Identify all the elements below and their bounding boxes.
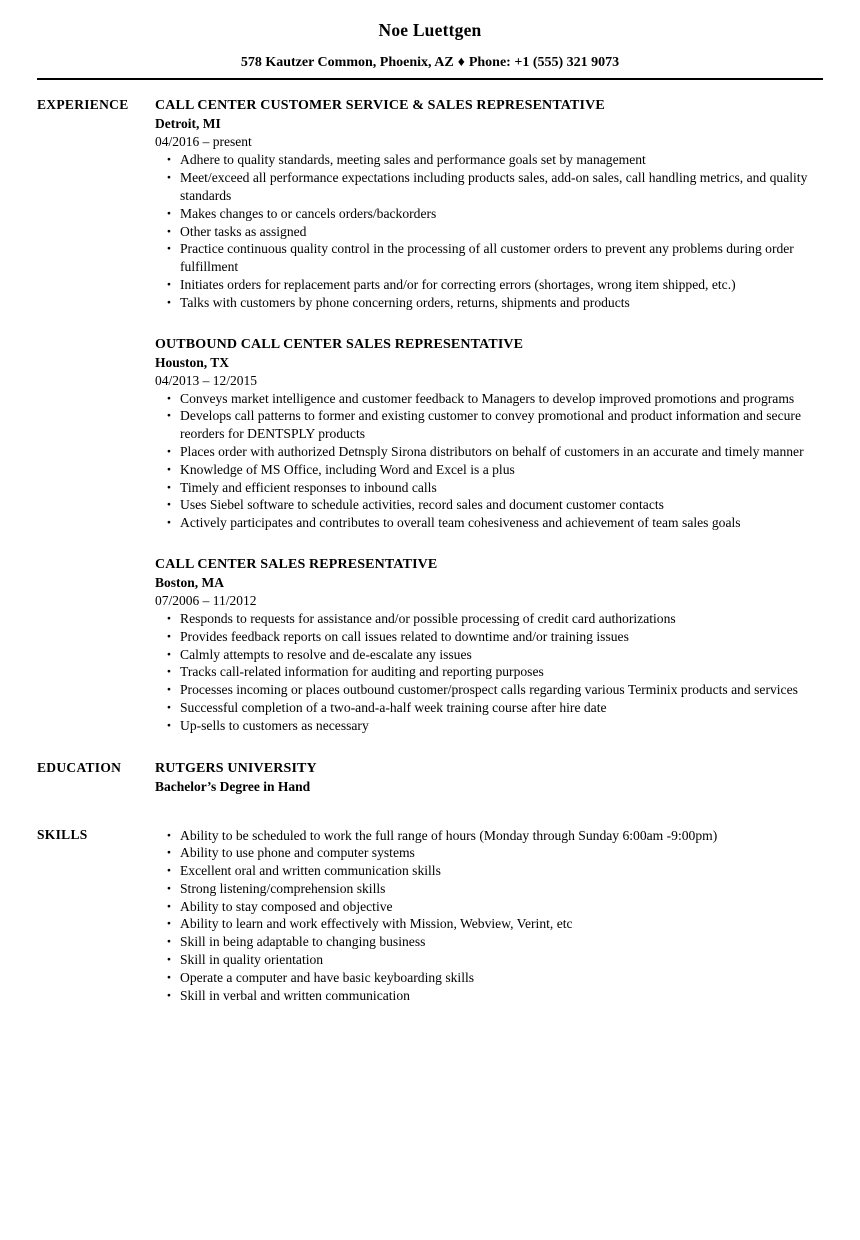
experience-job bbox=[155, 555, 808, 735]
list-item: ● Conveys market intelligence and customer feedback to Managers to develop improved promotions and programs bbox=[155, 390, 808, 408]
resume-header bbox=[0, 0, 860, 80]
contact-address: 578 Kautzer Common, Phoenix, AZ bbox=[240, 54, 454, 70]
experience-entries bbox=[155, 96, 808, 734]
list-item: ● Adhere to quality standards, meeting sales and performance goals set by management bbox=[155, 151, 808, 169]
list-item: ● Strong listening/comprehension skills bbox=[155, 880, 808, 898]
job-title: CALL CENTER SALES REPRESENTATIVE bbox=[155, 556, 438, 572]
job-responsibilities bbox=[155, 151, 808, 311]
education-school: RUTGERS UNIVERSITY bbox=[155, 760, 317, 776]
list-item: ● Ability to stay composed and objective bbox=[155, 898, 808, 916]
list-item: ● Other tasks as assigned bbox=[155, 223, 808, 241]
job-dates: 07/2006 – 11/2012 bbox=[155, 592, 257, 608]
contact-line bbox=[0, 54, 860, 72]
list-item: ● Ability to learn and work effectively with Mission, Webview, Verint, etc bbox=[155, 915, 808, 933]
list-item: ● Knowledge of MS Office, including Word and Excel is a plus bbox=[155, 461, 808, 479]
job-title: OUTBOUND CALL CENTER SALES REPRESENTATIVE bbox=[155, 336, 524, 352]
list-item: ● Skill in quality orientation bbox=[155, 951, 808, 969]
list-item: ● Actively participates and contributes to overall team cohesiveness and achievement of team sales goals bbox=[155, 514, 808, 532]
education-entries bbox=[155, 759, 808, 796]
job-responsibilities bbox=[155, 390, 808, 532]
list-item: ● Ability to be scheduled to work the full range of hours (Monday through Sunday 6:00am -9:00pm) bbox=[155, 827, 808, 845]
list-item: ● Processes incoming or places outbound customer/prospect calls regarding various Terminix products and services bbox=[155, 681, 808, 699]
list-item: ● Skill in being adaptable to changing business bbox=[155, 933, 808, 951]
list-item: ● Initiates orders for replacement parts and/or for correcting errors (shortages, wrong item shipped, etc.) bbox=[155, 276, 808, 294]
list-item: ● Responds to requests for assistance and/or possible processing of credit card authorizations bbox=[155, 610, 808, 628]
list-item: ● Meet/exceed all performance expectations including products sales, add-on sales, call handling metrics, and quality standards bbox=[155, 169, 808, 205]
list-item: ● Calmly attempts to resolve and de-escalate any issues bbox=[155, 646, 808, 664]
job-dates: 04/2016 – present bbox=[155, 134, 252, 150]
list-item: ● Places order with authorized Detnsply Sirona distributors on behalf of customers in an accurate and timely manner bbox=[155, 443, 808, 461]
contact-phone: Phone: +1 (555) 321 9073 bbox=[468, 54, 620, 70]
job-dates: 04/2013 – 12/2015 bbox=[155, 372, 258, 388]
list-item: ● Up-sells to customers as necessary bbox=[155, 717, 808, 735]
experience-job bbox=[155, 96, 808, 311]
list-item: ● Operate a computer and have basic keyboarding skills bbox=[155, 969, 808, 987]
job-responsibilities bbox=[155, 610, 808, 735]
list-item: ● Talks with customers by phone concerning orders, returns, shipments and products bbox=[155, 294, 808, 312]
skills-list bbox=[155, 827, 808, 1005]
list-item: ● Makes changes to or cancels orders/backorders bbox=[155, 205, 808, 223]
section-skills bbox=[37, 826, 808, 1005]
section-label-education: EDUCATION bbox=[37, 759, 122, 775]
job-title: CALL CENTER CUSTOMER SERVICE & SALES REPRESENTATIVE bbox=[155, 98, 605, 114]
list-item: ● Successful completion of a two-and-a-half week training course after hire date bbox=[155, 699, 808, 717]
education-degree: Bachelor’s Degree in Hand bbox=[155, 778, 311, 794]
list-item: ● Ability to use phone and computer systems bbox=[155, 844, 808, 862]
section-label-experience: EXPERIENCE bbox=[37, 97, 129, 113]
section-label-skills: SKILLS bbox=[37, 826, 88, 842]
list-item: ● Timely and efficient responses to inbound calls bbox=[155, 479, 808, 497]
diamond-separator-icon: ♦ bbox=[457, 54, 465, 70]
list-item: ● Excellent oral and written communication skills bbox=[155, 862, 808, 880]
list-item: ● Uses Siebel software to schedule activities, record sales and document customer contacts bbox=[155, 496, 808, 514]
list-item: ● Skill in verbal and written communication bbox=[155, 987, 808, 1005]
experience-job bbox=[155, 335, 808, 532]
job-location: Houston, TX bbox=[155, 354, 230, 370]
list-item: ● Develops call patterns to former and existing customer to convey promotional and product information and secure reorders for DENTSPLY products bbox=[155, 407, 808, 443]
list-item: ● Provides feedback reports on call issues related to downtime and/or training issues bbox=[155, 628, 808, 646]
job-location: Boston, MA bbox=[155, 574, 225, 590]
education-entry bbox=[155, 759, 808, 796]
section-education bbox=[37, 759, 808, 796]
candidate-name: Noe Luettgen bbox=[378, 20, 482, 40]
job-location: Detroit, MI bbox=[155, 116, 221, 132]
section-experience bbox=[37, 96, 808, 734]
skills-entries bbox=[155, 826, 808, 1005]
list-item: ● Tracks call-related information for auditing and reporting purposes bbox=[155, 663, 808, 681]
resume-body bbox=[0, 80, 860, 1004]
list-item: ● Practice continuous quality control in the processing of all customer orders to prevent any problems during order fulfillment bbox=[155, 240, 808, 276]
